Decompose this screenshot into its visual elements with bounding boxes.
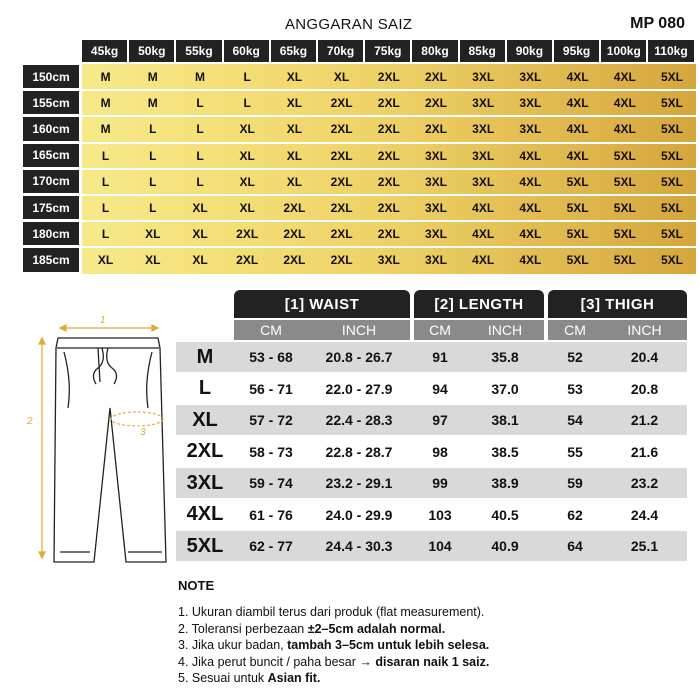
size-grid-cell: 3XL [424,253,447,268]
size-grid-cell: M [100,96,111,111]
size-grid-cell: 2XL [283,201,306,216]
size-grid-cell: 2XL [377,227,400,242]
size-grid-cell: XL [192,227,208,242]
size-grid-cell: 3XL [424,201,447,216]
size-grid-cell: 5XL [660,227,683,242]
note-item [178,637,489,654]
measure-value-length-cm: 104 [428,538,452,554]
note-section [178,578,489,687]
note-item [178,621,489,638]
measure-value-thigh-cm: 52 [567,349,583,365]
note-item-text: 3. Jika ukur badan, [178,638,288,652]
weight-header-cell: 100kg [601,40,646,62]
size-grid-cell: 4XL [566,96,589,111]
measure-value-waist-cm: 61 - 76 [249,506,293,523]
weight-header-cell: 50kg [129,40,174,62]
height-header-cell: 175cm [23,196,79,219]
size-grid-cell: L [149,122,157,137]
measure-size-label: 3XL [186,471,224,494]
size-grid-cell: 5XL [566,201,589,216]
thigh-inch-label: INCH [602,320,687,340]
waist-measure-arrow [60,325,158,331]
height-header-cell: 185cm [23,248,79,271]
size-grid-cell: 2XL [236,227,259,242]
measure-value-length-cm: 98 [432,443,448,460]
length-inch-label: INCH [466,320,544,340]
size-grid-cell: 3XL [472,122,495,137]
weight-header-cell: 85kg [460,40,505,62]
size-grid-cell: 5XL [566,174,589,189]
size-grid-cell: XL [286,122,303,137]
size-grid-cell: XL [286,174,303,189]
measure-value-waist-inch: 20.8 - 26.7 [325,349,393,365]
size-grid-cell: XL [239,174,255,189]
weight-header-cell: 70kg [318,40,363,62]
height-header-cell: 180cm [23,222,79,245]
size-grid-cell: 3XL [424,174,447,189]
size-grid-cell: 2XL [377,70,400,85]
weight-header-cell: 65kg [271,40,316,62]
measure-value-length-inch: 40.5 [491,506,519,523]
size-grid-cell: 3XL [472,96,495,111]
weight-header-cell: 45kg [82,40,127,62]
size-grid-cell: 4XL [613,70,636,85]
size-grid-cell: XL [286,148,303,163]
measure-size-label: 4XL [186,503,224,525]
height-header-cell: 155cm [23,91,79,114]
size-grid-cell: L [196,148,204,163]
size-grid-cell: XL [286,70,303,85]
size-grid-cell: XL [333,70,350,85]
weight-header-cell: 110kg [648,40,693,62]
size-grid-cell: L [101,201,110,216]
measure-value-waist-inch: 24.0 - 29.9 [325,506,393,523]
measure-value-length-inch: 37.0 [491,380,519,397]
size-grid-cell: 2XL [330,122,353,137]
measure-value-length-inch: 38.9 [491,475,519,491]
size-grid-cell: 4XL [519,253,542,268]
size-grid-cell: 2XL [330,253,353,268]
size-grid-cell: 2XL [330,227,353,242]
size-grid-cell: 3XL [424,148,447,163]
size-grid-cell: 5XL [566,253,589,268]
note-item-text: 5. Sesuai untuk [178,671,268,685]
size-grid-cell: 5XL [613,253,636,268]
measure-value-length-inch: 38.5 [491,443,519,460]
thigh-header: [3] THIGH [548,290,687,318]
size-grid-cell: 2XL [377,122,400,137]
size-grid-cell: 5XL [660,253,683,268]
size-grid-cell: 2XL [236,253,259,268]
weight-header-cell: 60kg [224,40,269,62]
note-item [178,654,489,671]
measure-value-thigh-inch: 23.2 [630,475,659,491]
weight-header-cell: 90kg [507,40,552,62]
measure-value-waist-cm: 58 - 73 [249,443,293,460]
size-grid-cell: 5XL [613,201,636,216]
size-grid-cell: 5XL [613,174,636,189]
measure-value-waist-cm: 53 - 68 [249,349,293,365]
waist-inch-label: INCH [308,320,410,340]
measure-value-thigh-cm: 55 [567,443,583,460]
height-header-cell: 150cm [23,65,79,88]
size-grid-cell: 2XL [283,227,306,242]
measure-value-thigh-cm: 59 [567,475,583,491]
size-grid-cell: XL [239,122,255,137]
page-title: ANGGARAN SAIZ [285,16,413,33]
size-grid-cell: 4XL [519,148,542,163]
size-grid-cell: L [101,174,110,189]
size-grid-cell: 5XL [613,148,636,163]
size-grid-cell: 5XL [660,122,683,137]
size-grid-cell: 3XL [472,174,495,189]
measure-value-length-cm: 103 [428,506,452,523]
measure-value-thigh-inch: 21.6 [630,443,659,460]
size-grid-cell: XL [145,253,161,268]
weight-header-cell: 80kg [412,40,457,62]
height-header-cell: 160cm [23,117,79,140]
size-grid-cell: L [243,96,251,111]
size-grid-cell: 3XL [472,70,495,85]
measure-value-thigh-cm: 64 [567,538,583,554]
note-item-emphasis: disaran naik 1 saiz. [375,654,490,669]
measure-value-length-inch: 40.9 [491,538,519,554]
measure-value-length-inch: 38.1 [491,412,519,428]
note-item [178,670,489,687]
size-grid-cell: 5XL [660,148,683,163]
size-grid-cell: 4XL [566,148,589,163]
measure-value-thigh-inch: 20.8 [630,380,659,397]
measure-value-length-inch: 35.8 [491,349,519,365]
size-grid-cell: 4XL [519,227,542,242]
weight-header-cell: 75kg [365,40,410,62]
measure-size-label: M [196,345,214,368]
note-item-emphasis: Asian fit. [267,671,321,685]
size-grid-cell: 2XL [330,148,353,163]
size-grid-cell: 4XL [613,96,636,111]
measure-value-thigh-cm: 53 [567,380,583,397]
size-grid-cell: 4XL [472,201,495,216]
pants-outline [54,338,166,562]
measure-value-thigh-inch: 20.4 [630,349,659,365]
thigh-measure-ellipse [111,412,163,426]
size-grid-cell: 5XL [566,227,589,242]
size-grid-cell: L [196,96,204,111]
weight-header-cell: 95kg [554,40,599,62]
measure-value-waist-inch: 22.0 - 27.9 [325,380,393,397]
size-grid-cell: 3XL [377,253,400,268]
size-grid-cell: 2XL [283,253,306,268]
size-grid-cell: L [149,201,157,216]
measure-value-waist-inch: 23.2 - 29.1 [325,475,393,491]
measure-value-waist-inch: 24.4 - 30.3 [325,538,393,554]
size-grid-cell: 3XL [519,122,542,137]
size-grid-cell: 5XL [660,201,683,216]
size-grid-cell: 3XL [519,70,542,85]
waist-header: [1] WAIST [234,290,410,318]
measure-value-thigh-inch: 24.4 [630,506,659,523]
size-grid-cell: M [100,70,111,85]
size-grid-cell: XL [286,96,303,111]
waist-label-1: 1 [100,315,106,326]
size-grid-cell: 2XL [377,201,400,216]
size-grid-cell: 2XL [424,122,447,137]
measure-value-thigh-inch: 21.2 [630,412,659,428]
measure-value-length-cm: 97 [432,412,448,428]
size-grid-cell: 5XL [613,227,636,242]
size-grid-cell: 3XL [424,227,447,242]
measure-value-thigh-cm: 62 [567,506,583,523]
weight-header-cell: 55kg [176,40,221,62]
note-item-emphasis: ±2–5cm adalah normal. [307,621,446,636]
size-grid-cell: 4XL [472,227,495,242]
size-grid-cell: 3XL [519,96,542,111]
size-grid-cell: 3XL [472,148,495,163]
size-grid-cell: 5XL [660,96,683,111]
size-grid-cell: L [196,174,204,189]
size-grid-cell: 2XL [330,201,353,216]
note-title: NOTE [178,578,215,593]
measure-size-label: 2XL [186,440,224,462]
size-grid-cell: L [196,122,204,137]
measure-value-waist-cm: 57 - 72 [249,412,293,428]
size-grid-cell: XL [145,227,161,242]
size-grid-cell: M [100,122,111,137]
measure-size-label: XL [192,408,218,431]
height-header-cell: 165cm [23,144,79,167]
size-grid-cell: 2XL [377,96,400,111]
size-grid-cell: M [194,70,205,85]
note-item-emphasis: tambah 3–5cm untuk lebih selesa. [287,638,490,652]
size-grid-cell: M [147,70,158,85]
size-grid-cell: 2XL [377,174,400,189]
size-grid-cell: XL [192,201,208,216]
size-grid-cell: 2XL [330,174,353,189]
size-grid-cell: M [147,96,158,111]
measure-value-thigh-cm: 54 [567,412,583,428]
size-grid-cell: L [243,70,251,85]
size-grid-cell: XL [239,201,255,216]
size-grid-cell: 2XL [377,148,400,163]
size-grid-cell: 4XL [566,70,589,85]
size-grid-cell: XL [239,148,255,163]
measure-value-waist-inch: 22.8 - 28.7 [325,443,393,460]
size-grid-cell: 4XL [566,122,589,137]
measure-size-label: L [198,377,212,399]
waist-cm-label: CM [234,320,308,340]
size-grid-cell: 4XL [519,174,542,189]
pants-diagram [20,312,180,572]
size-grid-cell: 4XL [519,201,542,216]
size-grid-cell: L [149,148,157,163]
size-grid-cell: XL [192,253,208,268]
length-header: [2] LENGTH [414,290,544,318]
measure-value-waist-cm: 62 - 77 [249,538,293,554]
measure-size-label: 5XL [186,534,224,557]
thigh-label-3: 3 [140,427,146,438]
size-grid-cell: L [101,148,110,163]
size-grid-cell: 2XL [424,70,447,85]
note-item-text: 2. Toleransi perbezaan [178,621,308,636]
size-grid-cell: 4XL [472,253,495,268]
size-grid-cell: 2XL [424,96,447,111]
measure-value-waist-cm: 59 - 74 [249,475,293,491]
size-grid-cell: 2XL [330,96,353,111]
size-grid-cell: L [101,227,110,242]
size-grid-cell: 4XL [613,122,636,137]
measure-value-length-cm: 99 [432,475,448,491]
measure-value-length-cm: 94 [432,380,448,397]
product-code: MP 080 [630,15,685,32]
length-label-2: 2 [27,416,33,427]
note-item-text: 1. Ukuran diambil terus dari produk (flat measurement). [178,605,485,619]
height-header-cell: 170cm [23,170,79,193]
thigh-cm-label: CM [548,320,602,340]
measure-value-waist-inch: 22.4 - 28.3 [325,412,393,428]
size-grid-cell: XL [97,253,114,268]
note-item-text: 4. Jika perut buncit / paha besar → [178,654,376,669]
length-cm-label: CM [414,320,466,340]
measure-value-waist-cm: 56 - 71 [249,380,293,397]
measure-value-thigh-inch: 25.1 [630,538,659,554]
measure-value-length-cm: 91 [432,349,448,365]
size-grid-cell: L [149,174,157,189]
size-grid-cell: 5XL [660,70,683,85]
note-item [178,604,489,621]
size-grid-cell: 5XL [660,174,683,189]
length-measure-arrow [39,338,45,558]
